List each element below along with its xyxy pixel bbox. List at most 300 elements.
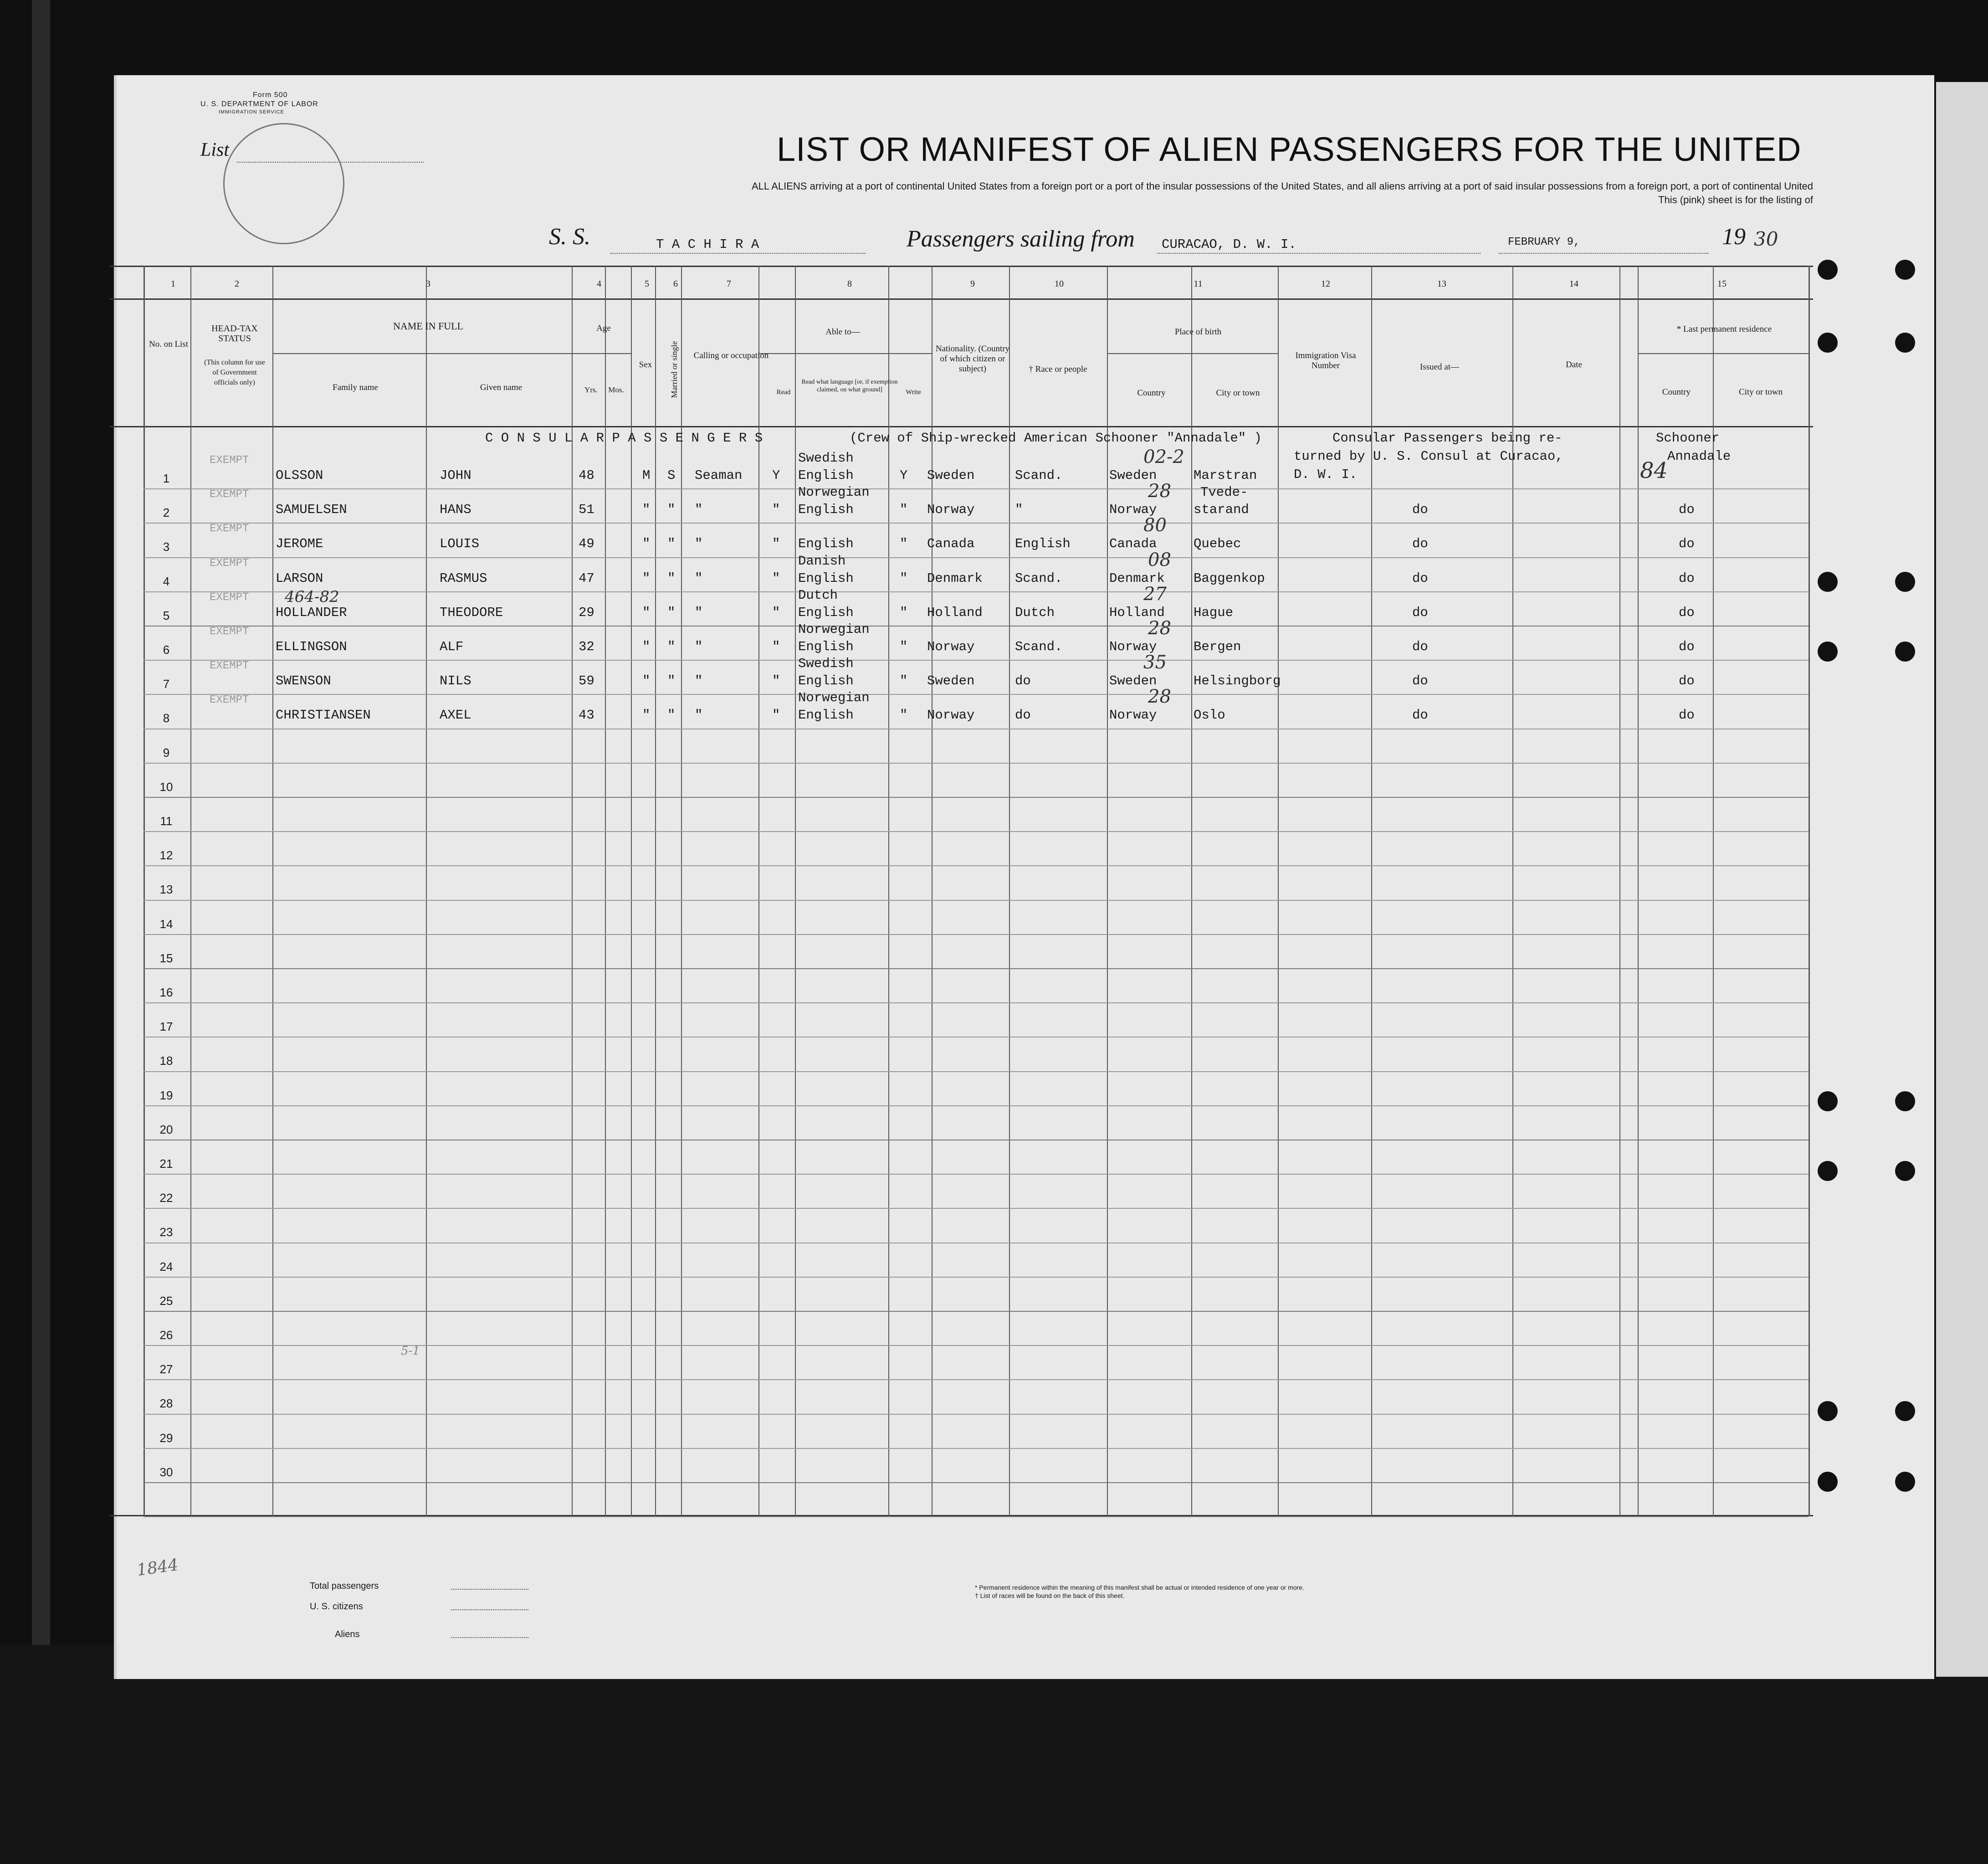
year-prefix: 19	[1722, 224, 1746, 250]
language-primary: Norwegian	[798, 690, 870, 706]
given-name: AXEL	[440, 708, 471, 723]
header-subdivider	[1638, 353, 1809, 354]
given-name: NILS	[440, 673, 471, 689]
given-name: HANS	[440, 502, 471, 518]
column-line	[1009, 266, 1010, 1516]
birth-country-mark: 27	[1143, 583, 1167, 605]
can-read: "	[772, 639, 780, 654]
column-line	[655, 266, 656, 1516]
row-number: 27	[159, 1362, 173, 1376]
row-number: 19	[159, 1088, 173, 1102]
given-name: THEODORE	[440, 605, 503, 620]
birth-city: Marstran	[1194, 468, 1257, 483]
col-num-8: 8	[847, 279, 852, 289]
row-line	[143, 1277, 1809, 1278]
punch-hole	[1895, 642, 1915, 662]
married-status: "	[667, 536, 676, 552]
visa-issued-at: do	[1412, 708, 1428, 723]
column-line	[426, 266, 427, 1516]
can-write: "	[900, 605, 908, 620]
ship-name: T A C H I R A	[656, 237, 759, 252]
col-num-10: 10	[1055, 279, 1064, 289]
birth-country: Sweden	[1109, 673, 1157, 689]
birth-city: Hague	[1194, 605, 1234, 620]
header-res-city: City or town	[1738, 387, 1783, 397]
ss-label: S. S.	[549, 224, 590, 250]
calling: "	[695, 502, 703, 518]
row-number: 18	[159, 1054, 173, 1068]
consul-note-line2: turned by U. S. Consul at Curacao,	[1294, 449, 1563, 464]
race: do	[1015, 673, 1031, 689]
header-race: † Race or people	[1029, 365, 1087, 374]
punch-hole	[1818, 642, 1838, 662]
birth-country-mark: 28	[1148, 481, 1171, 502]
column-line	[572, 266, 573, 1516]
family-name: SAMUELSEN	[276, 502, 347, 518]
row-number: 4	[163, 574, 170, 588]
language-english: English	[798, 639, 854, 654]
punch-hole	[1818, 1401, 1838, 1421]
can-write: "	[900, 639, 908, 654]
row-number: 2	[163, 506, 170, 520]
row-number: 5	[163, 608, 170, 622]
row-number: 1	[163, 472, 170, 485]
row-line	[143, 1311, 1809, 1312]
left-margin-number: 1844	[135, 1555, 180, 1580]
nationality: Norway	[927, 502, 975, 518]
birth-country: Norway	[1109, 639, 1157, 654]
married-status: "	[667, 570, 676, 586]
subtitle-line2: This (pink) sheet is for the listing of	[1658, 194, 1813, 205]
us-citizens-line	[451, 1609, 528, 1610]
birth-country-mark: 28	[1148, 686, 1171, 708]
birth-city: Quebec	[1194, 536, 1241, 552]
birth-city: Bergen	[1194, 639, 1241, 654]
punch-hole	[1895, 1091, 1915, 1111]
given-name: ALF	[440, 639, 464, 654]
can-write: "	[900, 708, 908, 723]
sex: "	[642, 639, 651, 654]
row-number: 9	[163, 745, 170, 760]
row-line	[143, 900, 1809, 901]
given-name: RASMUS	[440, 570, 487, 586]
birth-country: Denmark	[1109, 570, 1165, 586]
race: Scand.	[1015, 570, 1063, 586]
row-line	[143, 1208, 1809, 1209]
family-name: LARSON	[276, 570, 323, 586]
row-line	[143, 968, 1809, 969]
total-passengers-label: Total passengers	[310, 1581, 379, 1591]
age-years: 48	[579, 468, 594, 483]
nationality: Canada	[927, 536, 975, 552]
visa-issued-at: do	[1412, 502, 1428, 518]
col-num-11: 11	[1194, 279, 1203, 289]
header-write: Write	[906, 389, 921, 396]
row-number: 24	[159, 1259, 173, 1273]
header-family-name: Family name	[333, 383, 378, 392]
year-suffix: 30	[1754, 228, 1778, 250]
row-number: 8	[163, 711, 170, 725]
visa-issued-at: do	[1412, 536, 1428, 552]
row-number: 23	[159, 1225, 173, 1239]
row-number: 29	[159, 1431, 173, 1445]
column-number-divider	[109, 298, 1813, 300]
punch-hole	[1818, 1472, 1838, 1492]
table-top-border	[109, 266, 1813, 267]
header-subdivider	[572, 353, 631, 354]
punch-hole	[1895, 1161, 1915, 1181]
sex: "	[642, 502, 651, 518]
family-name: HOLLANDER	[276, 605, 347, 620]
can-read: "	[772, 605, 780, 620]
crew-note: (Crew of Ship-wrecked American Schooner "Annadale" )	[850, 431, 1262, 446]
married-status: "	[667, 605, 676, 620]
family-name: SWENSON	[276, 673, 331, 689]
birth-city: Helsingborg	[1194, 673, 1281, 689]
visa-issued-at: do	[1412, 639, 1428, 654]
residence-country: do	[1679, 570, 1695, 586]
col-num-4: 4	[597, 279, 601, 289]
can-write: "	[900, 570, 908, 586]
manifest-sheet	[114, 75, 1934, 1679]
column-line	[681, 266, 682, 1516]
consul-note-line3: D. W. I.	[1294, 467, 1358, 482]
row-line	[143, 557, 1809, 558]
col-num-12: 12	[1321, 279, 1330, 289]
calling: "	[695, 708, 703, 723]
residence-country: do	[1679, 502, 1695, 518]
family-name: CHRISTIANSEN	[276, 708, 371, 723]
sailing-label: Passengers sailing from	[907, 226, 1135, 252]
language-english: English	[798, 673, 854, 689]
punch-hole	[1895, 1401, 1915, 1421]
row-line	[143, 1345, 1809, 1346]
col-num-15: 15	[1717, 279, 1727, 289]
department: U. S. DEPARTMENT OF LABOR	[200, 100, 318, 108]
married-status: S	[667, 468, 676, 483]
language-primary: Dutch	[798, 587, 838, 603]
birth-city: Baggenkop	[1194, 570, 1265, 586]
page-title: LIST OR MANIFEST OF ALIEN PASSENGERS FOR THE UNITED	[777, 130, 1802, 168]
row-number: 26	[159, 1328, 173, 1342]
row-number: 30	[159, 1465, 173, 1479]
language-primary: Norwegian	[798, 622, 870, 637]
header-sex: Sex	[639, 360, 652, 370]
head-tax-status: EXEMPT	[210, 660, 249, 673]
can-write: Y	[900, 468, 908, 483]
language-primary: Swedish	[798, 656, 854, 672]
col-num-1: 1	[171, 279, 175, 289]
column-line	[190, 266, 191, 1516]
col-num-3: 3	[426, 279, 430, 289]
row-line	[143, 1071, 1809, 1072]
header-head-tax-note: (This column for use of Government officials only)	[204, 359, 265, 386]
head-tax-status: EXEMPT	[210, 626, 249, 638]
row-line	[143, 1002, 1809, 1003]
residence-country: do	[1679, 605, 1695, 620]
language-primary: Norwegian	[798, 485, 870, 500]
married-status: "	[667, 502, 676, 518]
can-read: "	[772, 570, 780, 586]
manifest-date: FEBRUARY 9,	[1508, 236, 1580, 248]
column-line	[1107, 266, 1108, 1516]
row-number: 17	[159, 1020, 173, 1034]
column-line	[1278, 266, 1279, 1516]
row-number: 6	[163, 643, 170, 657]
can-write: "	[900, 536, 908, 552]
header-head-tax: HEAD-TAX STATUS	[211, 324, 258, 344]
row-number: 10	[159, 780, 173, 794]
header-read: Read	[776, 389, 791, 396]
birth-country-mark: 02-2	[1143, 447, 1184, 467]
row-number: 3	[163, 540, 170, 554]
residence-country: do	[1679, 536, 1695, 552]
header-res-country: Country	[1662, 387, 1691, 397]
language-english: English	[798, 605, 854, 620]
can-write: "	[900, 502, 908, 518]
nationality: Sweden	[927, 673, 975, 689]
sex: "	[642, 673, 651, 689]
row-line	[143, 797, 1809, 798]
race: English	[1015, 536, 1071, 552]
family-name: JEROME	[276, 536, 323, 552]
row-number: 20	[159, 1122, 173, 1136]
birth-country-mark: 80	[1143, 515, 1167, 536]
header-issued-at: Issued at—	[1419, 362, 1459, 372]
row-number: 14	[159, 917, 173, 931]
sex: "	[642, 605, 651, 620]
header-subdivider	[758, 353, 932, 354]
row-line	[143, 1379, 1809, 1380]
age-years: 29	[579, 605, 594, 620]
birth-country-mark: 28	[1148, 618, 1171, 639]
race: "	[1015, 502, 1023, 518]
birth-country-mark: 08	[1148, 549, 1171, 570]
column-line	[631, 266, 632, 1516]
column-line	[143, 266, 145, 1516]
col-num-13: 13	[1437, 279, 1446, 289]
age-years: 32	[579, 639, 594, 654]
age-years: 49	[579, 536, 594, 552]
head-tax-status: EXEMPT	[210, 488, 249, 501]
race: Dutch	[1015, 605, 1055, 620]
row-line	[143, 1414, 1809, 1415]
form-number: Form 500	[253, 91, 288, 99]
column-line	[1809, 266, 1810, 1516]
calling: "	[695, 639, 703, 654]
port-name: CURACAO, D. W. I.	[1162, 237, 1296, 252]
age-years: 47	[579, 570, 594, 586]
row-number: 22	[159, 1191, 173, 1205]
residence-country: do	[1679, 708, 1695, 723]
col-num-2: 2	[235, 279, 239, 289]
row-number: 21	[159, 1157, 173, 1171]
row-number: 7	[163, 677, 170, 691]
birth-country: Canada	[1109, 536, 1157, 552]
header-married: Married or single	[670, 341, 679, 398]
row-line	[143, 523, 1809, 524]
header-place-of-birth: Place of birth	[1174, 327, 1222, 337]
calling: "	[695, 570, 703, 586]
row-line	[143, 660, 1809, 661]
consular-passengers-banner: C O N S U L A R P A S S E N G E R S	[485, 431, 763, 446]
language-primary: Danish	[798, 553, 846, 569]
nationality: Sweden	[927, 468, 975, 483]
header-subdivider	[1107, 353, 1278, 354]
birth-country-mark: 35	[1143, 652, 1167, 673]
can-read: "	[772, 502, 780, 518]
punch-hole	[1818, 333, 1838, 353]
row-line	[143, 1516, 1809, 1517]
header-birth-city: City or town	[1216, 388, 1260, 398]
header-no-on-list: No. on List	[149, 339, 189, 349]
age-years: 51	[579, 502, 594, 518]
us-citizens-label: U. S. citizens	[310, 1602, 363, 1612]
row-line	[143, 934, 1809, 935]
race: Scand.	[1015, 468, 1063, 483]
column-line	[758, 266, 759, 1516]
nationality: Norway	[927, 639, 975, 654]
birth-country: Sweden	[1109, 468, 1157, 483]
residence-country: do	[1679, 673, 1695, 689]
punch-hole	[1818, 260, 1838, 280]
row-number: 16	[159, 986, 173, 999]
column-line	[1191, 266, 1192, 1516]
family-name: OLSSON	[276, 468, 323, 483]
race: Scand.	[1015, 639, 1063, 654]
header-yrs: Yrs.	[584, 385, 598, 394]
row-line	[143, 865, 1809, 866]
col-num-7: 7	[727, 279, 731, 289]
adjacent-page-edge	[1936, 82, 1988, 1677]
row-number: 15	[159, 951, 173, 965]
sex: M	[642, 468, 651, 483]
punch-hole	[1818, 1091, 1838, 1111]
column-line	[795, 266, 796, 1516]
visa-issued-at: do	[1412, 570, 1428, 586]
row-line	[143, 1448, 1809, 1449]
row-number: 28	[159, 1397, 173, 1411]
col-num-6: 6	[673, 279, 678, 289]
subtitle-line1: ALL ALIENS arriving at a port of continental United States from a foreign port or a port of the insular possessions of the United States, and all aliens arriving at a port of said insular possessions from a foreign port, a port of continental United	[751, 180, 1813, 192]
header-name-in-full: NAME IN FULL	[393, 320, 463, 332]
row-number: 11	[160, 814, 173, 828]
service: IMMIGRATION SERVICE	[219, 109, 284, 115]
header-nationality: Nationality. (Country of which citizen or subject)	[935, 344, 1010, 374]
language-english: English	[798, 536, 854, 552]
col-num-5: 5	[645, 279, 649, 289]
head-tax-status: EXEMPT	[210, 523, 249, 535]
calling: "	[695, 605, 703, 620]
can-write: "	[900, 673, 908, 689]
consul-note-line1: Consular Passengers being re-	[1332, 431, 1563, 446]
age-years: 59	[579, 673, 594, 689]
language-primary: Swedish	[798, 451, 854, 466]
head-tax-status: EXEMPT	[210, 694, 249, 707]
aliens-line	[451, 1637, 528, 1638]
language-english: English	[798, 468, 854, 483]
row-line	[143, 831, 1809, 832]
punch-hole	[1895, 333, 1915, 353]
header-subdivider	[272, 353, 572, 354]
race: do	[1015, 708, 1031, 723]
header-mos: Mos.	[608, 385, 624, 394]
row-number: 12	[159, 848, 173, 863]
can-read: "	[772, 536, 780, 552]
given-name: LOUIS	[440, 536, 480, 552]
head-tax-status: EXEMPT	[210, 557, 249, 570]
row27-mark: 5-1	[401, 1344, 420, 1358]
left-margin	[32, 0, 50, 1864]
port-line	[1157, 253, 1481, 254]
ship-line	[610, 253, 866, 254]
residence-country: do	[1679, 639, 1695, 654]
row-line	[143, 1174, 1809, 1175]
footnote-residence: * Permanent residence within the meaning of this manifest shall be actual or intended residence of one year or more.	[975, 1584, 1304, 1591]
birth-country: Norway	[1109, 502, 1157, 518]
birth-city: starand	[1194, 502, 1249, 518]
row-line	[143, 1482, 1809, 1483]
visa-issued-at: do	[1412, 673, 1428, 689]
birth-city: Oslo	[1194, 708, 1225, 723]
total-passengers-line	[451, 1589, 528, 1590]
column-line	[1619, 266, 1620, 1516]
can-read: "	[772, 708, 780, 723]
can-read: "	[772, 673, 780, 689]
col-num-9: 9	[970, 279, 975, 289]
head-tax-status: EXEMPT	[210, 591, 249, 604]
column-line	[932, 266, 933, 1516]
header-visa-date: Date	[1566, 360, 1582, 370]
column-line	[888, 266, 889, 1516]
row-line	[143, 488, 1809, 489]
language-english: English	[798, 570, 854, 586]
header-read-language: Read what language [or, if exemption claimed, on what ground]	[801, 379, 898, 393]
visa-issued-at: do	[1412, 605, 1428, 620]
birth-city-top: Tvede-	[1200, 485, 1248, 500]
row-line	[143, 694, 1809, 695]
sex: "	[642, 570, 651, 586]
row-line	[143, 591, 1809, 592]
married-status: "	[667, 673, 676, 689]
calling: "	[695, 673, 703, 689]
sex: "	[642, 536, 651, 552]
punch-hole	[1895, 572, 1915, 592]
language-english: English	[798, 502, 854, 518]
calling: Seaman	[695, 468, 743, 483]
header-bottom-border	[109, 426, 1813, 427]
annadale-label: Annadale	[1667, 449, 1731, 464]
header-calling: Calling or occupation	[693, 351, 769, 360]
col-num-14: 14	[1569, 279, 1578, 289]
punch-hole	[1818, 572, 1838, 592]
birth-country: Holland	[1109, 605, 1165, 620]
family-name: ELLINGSON	[276, 639, 347, 654]
header-able-to: Able to—	[825, 327, 860, 337]
schooner-label: Schooner	[1656, 431, 1720, 446]
can-read: Y	[772, 468, 780, 483]
header-birth-country: Country	[1137, 388, 1166, 398]
row5-note: 464-82	[285, 588, 339, 606]
date-line	[1499, 253, 1708, 254]
punch-hole	[1895, 1472, 1915, 1492]
sex: "	[642, 708, 651, 723]
header-age: Age	[596, 324, 611, 333]
nationality: Norway	[927, 708, 975, 723]
column-line	[1638, 266, 1639, 1516]
birth-country: Norway	[1109, 708, 1157, 723]
list-label: List	[200, 139, 230, 160]
